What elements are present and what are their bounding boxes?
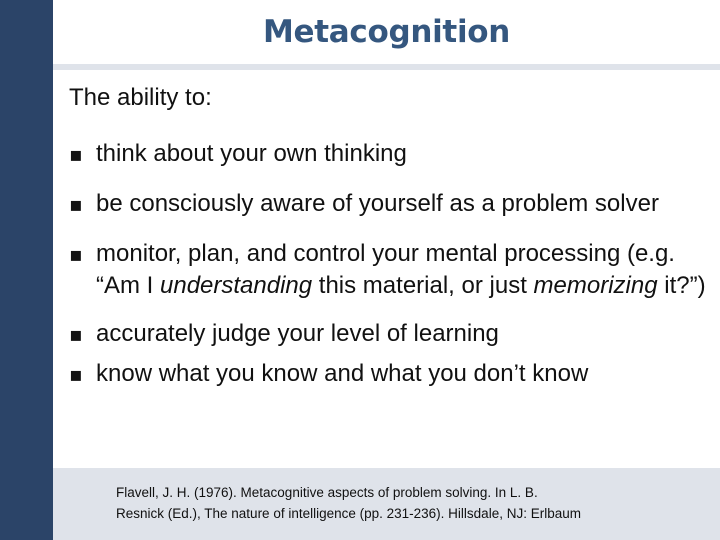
bullet-emphasis: memorizing (533, 272, 658, 299)
bullet-item (69, 318, 709, 350)
bullet-text-part: monitor, plan, and control your mental processing (e.g. “Am I (96, 240, 675, 299)
bullet-item (69, 188, 709, 220)
intro-text: The ability to: (69, 84, 212, 111)
left-accent-bar (0, 0, 53, 540)
bullet-text: think about your own thinking (96, 140, 407, 167)
citation-line: Resnick (Ed.), The nature of intelligence (pp. 231-236). Hillsdale, NJ: Erlbaum (116, 506, 581, 521)
bullet-emphasis: understanding (160, 272, 313, 299)
bullet-square-icon: ▪ (69, 142, 83, 166)
citation (116, 482, 696, 524)
bullet-item (69, 238, 709, 302)
bullet-item (69, 138, 709, 170)
bullet-text-part: this material, or just (312, 272, 534, 299)
title-panel (53, 0, 720, 64)
content-panel (53, 70, 720, 468)
bullet-text-part: it?”) (657, 272, 706, 299)
slide-title: Metacognition (262, 14, 511, 50)
bullet-text: accurately judge your level of learning (96, 320, 499, 347)
bullet-list (69, 138, 709, 390)
bullet-square-icon: ▪ (69, 242, 83, 266)
bullet-square-icon: ▪ (69, 362, 83, 386)
bullet-text: be consciously aware of yourself as a problem solver (96, 190, 659, 217)
citation-line: Flavell, J. H. (1976). Metacognitive aspects of problem solving. In L. B. (116, 485, 538, 500)
bullet-square-icon: ▪ (69, 192, 83, 216)
bullet-square-icon: ▪ (69, 322, 83, 346)
bullet-item (69, 358, 709, 390)
bullet-text: know what you know and what you don’t know (96, 360, 589, 387)
